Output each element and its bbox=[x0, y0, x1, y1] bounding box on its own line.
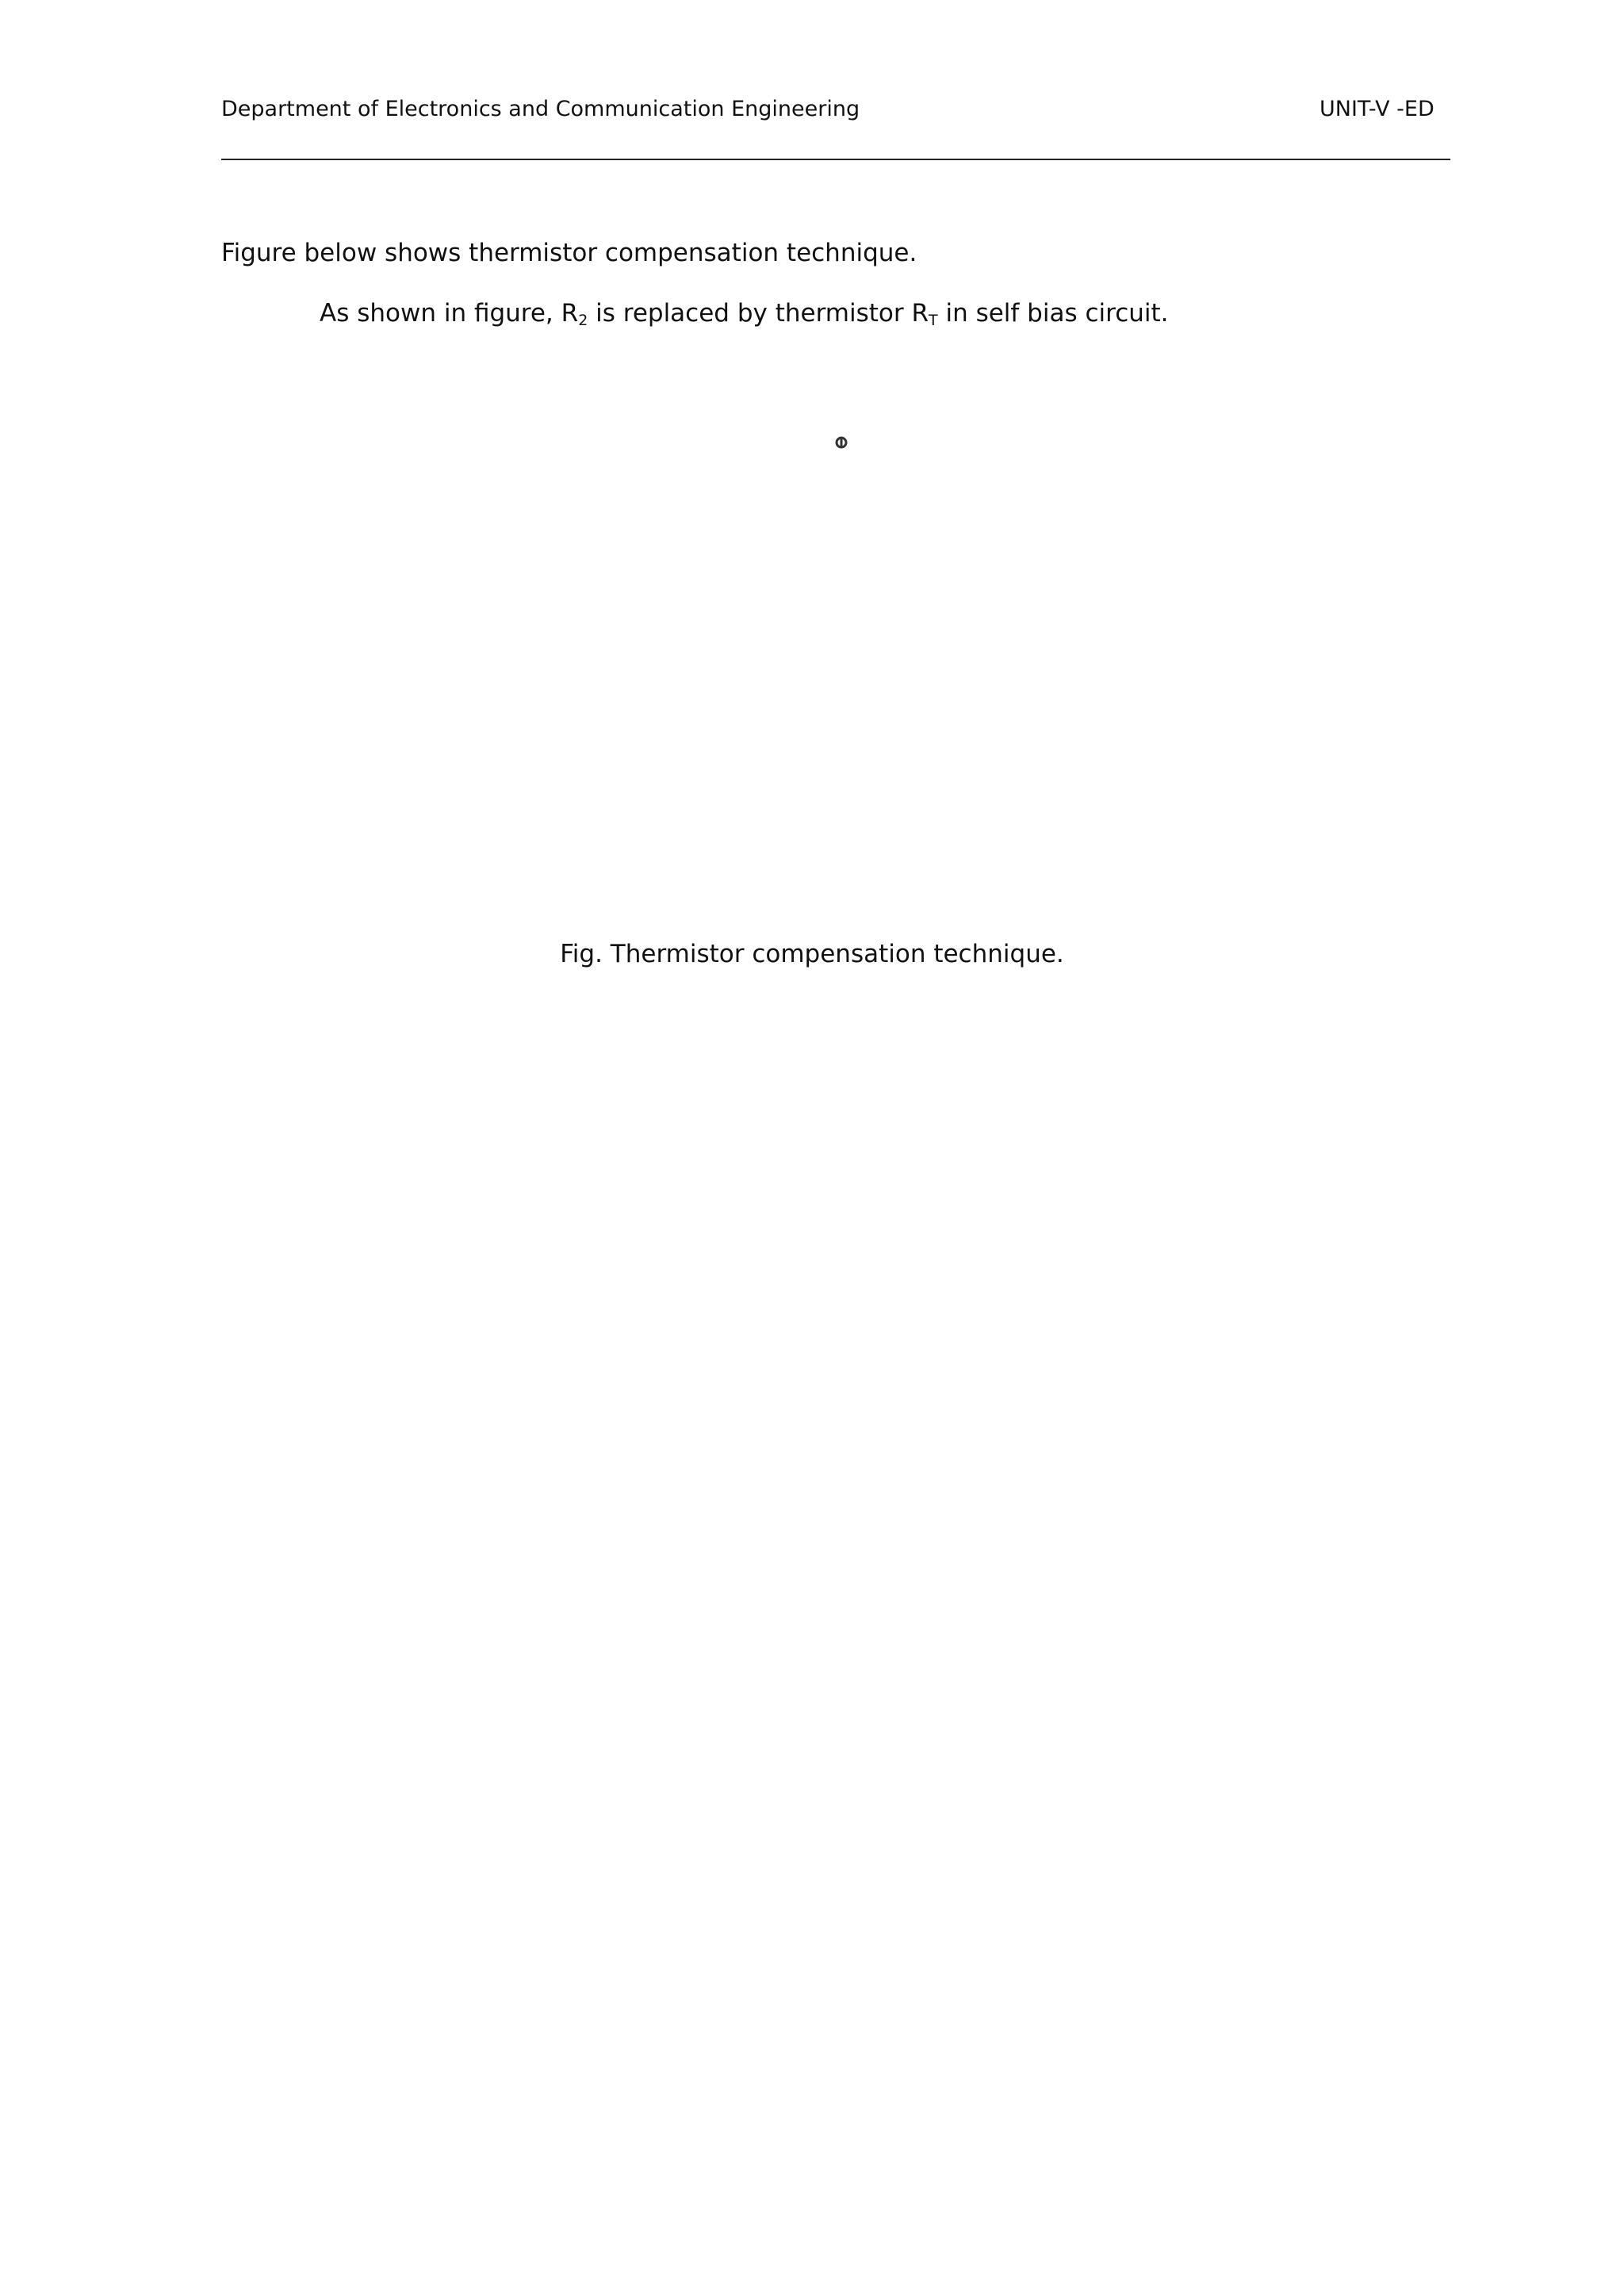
intro-line-1: Figure below shows thermistor compensation technique. bbox=[221, 239, 917, 267]
header-department: Department of Electronics and Communication Engineering bbox=[221, 97, 860, 121]
intro-text: As shown in figure, R bbox=[320, 299, 579, 328]
subscript: T bbox=[929, 312, 938, 329]
header-unit: UNIT-V -ED bbox=[1320, 97, 1434, 121]
intro-text: in self bias circuit. bbox=[937, 299, 1169, 328]
figure-1-caption: Fig. Thermistor compensation technique. bbox=[560, 940, 1064, 968]
intro-line-2 bbox=[221, 298, 1463, 328]
header-rule bbox=[221, 159, 1450, 160]
intro-text: is replaced by thermistor R bbox=[588, 299, 929, 328]
figure-1-circuit bbox=[619, 357, 1063, 896]
subscript: 2 bbox=[578, 312, 588, 329]
